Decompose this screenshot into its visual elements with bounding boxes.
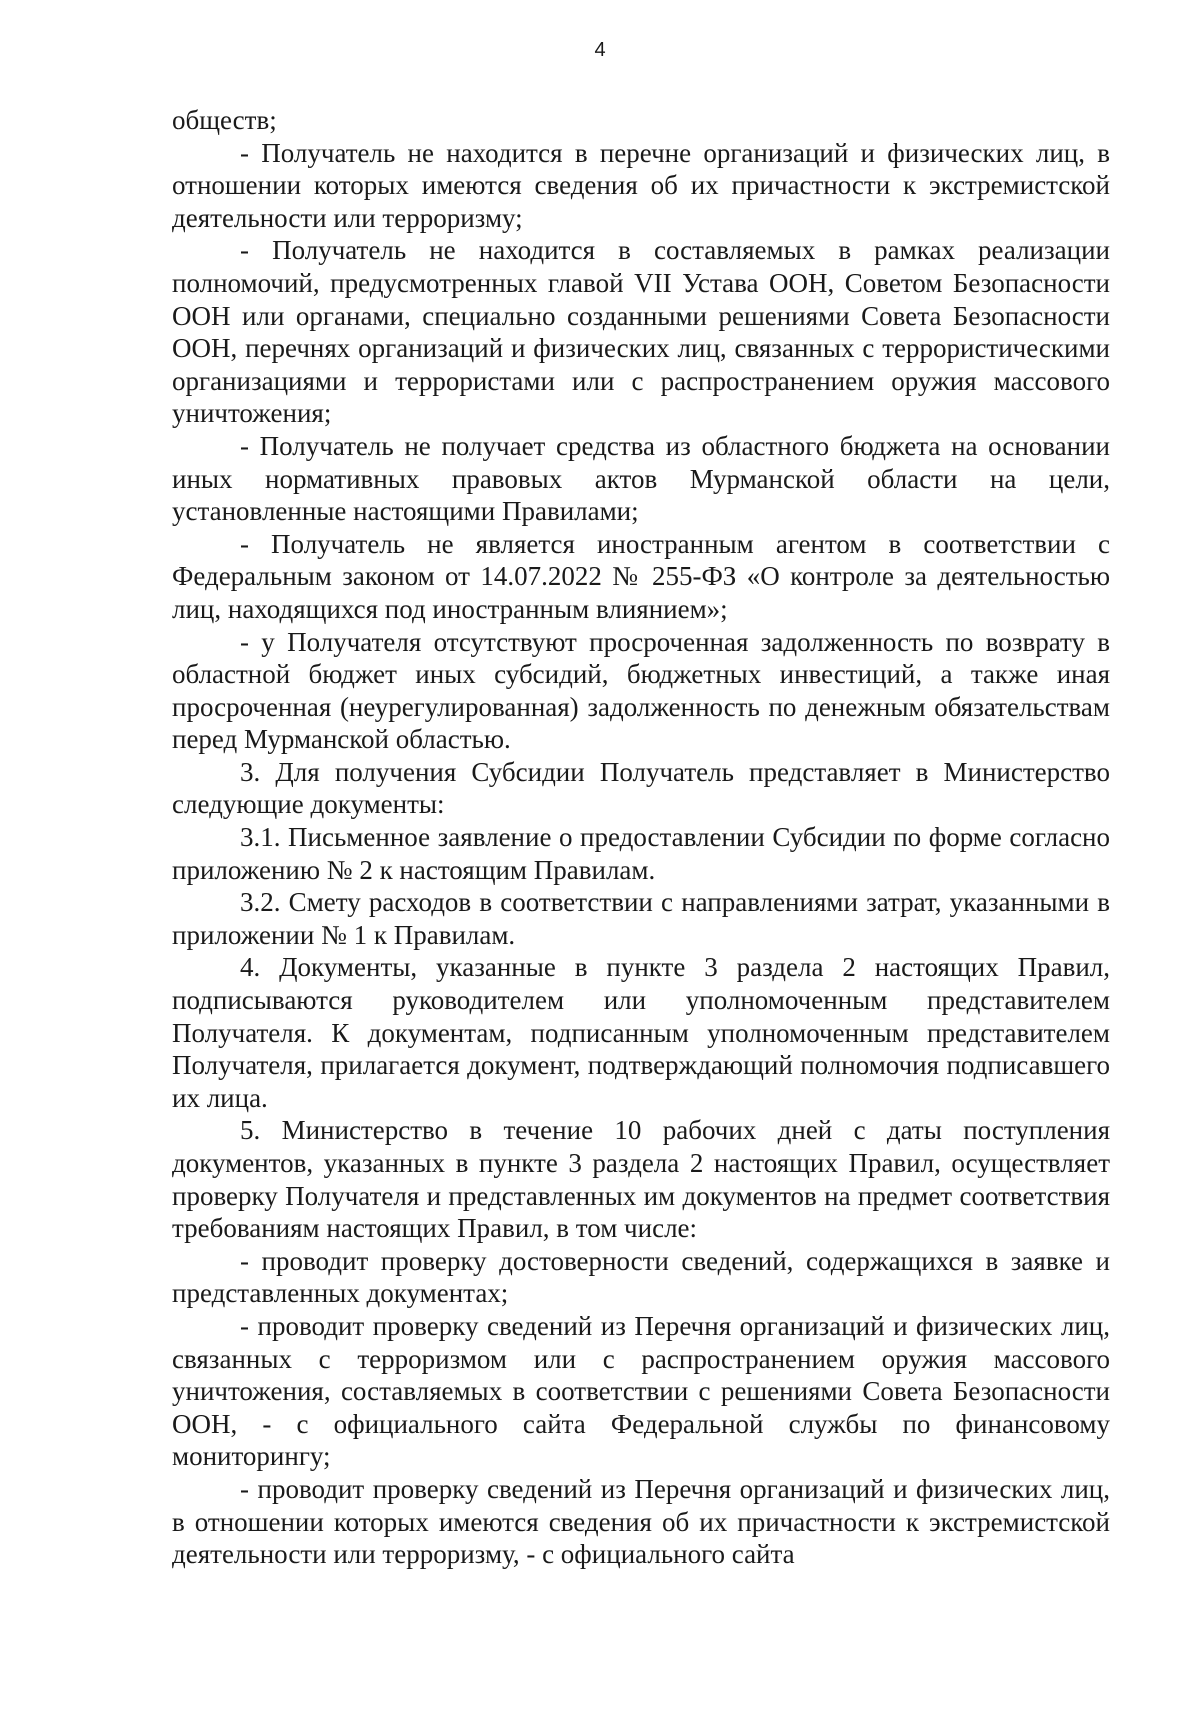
paragraph-extremism-list: - Получатель не находится в перечне организаций и физических лиц, в отношении которых имеются сведения об их причастности к экстремистской деятельности или терроризму; (172, 137, 1110, 233)
paragraph-item-4: 4. Документы, указанные в пункте 3 раздела 2 настоящих Правил, подписываются руководителем или уполномоченным представителем Получателя. К документам, подписанным уполномоченным представителем Получателя, прилагается документ, подтверждающий полномочия подписавшего их лица. (172, 952, 1110, 1113)
paragraph-item-3: 3. Для получения Субсидии Получатель представляет в Министерство следующие документы: (172, 756, 1110, 820)
paragraph-item-3-2: 3.2. Смету расходов в соответствии с направлениями затрат, указанными в приложении № 1 к Правилам. (172, 887, 1110, 950)
paragraph-item-5: 5. Министерство в течение 10 рабочих дней с даты поступления документов, указанных в пункте 3 раздела 2 настоящих Правил, осуществляет проверку Получателя и представленных им документов на предмет соответствия требованиям настоящих Правил, в том числе: (172, 1115, 1110, 1244)
paragraph-un-security-council: - Получатель не находится в составляемых в рамках реализации полномочий, предусмотренных главой VII Устава ООН, Советом Безопасности ООН или органами, специально созданными решениями Совета Безопасности ООН, перечнях организаций и физических лиц, связанных с террористическими организациями и террористами или с распространением оружия массового уничтожения; (172, 235, 1110, 429)
paragraph-regional-budget: - Получатель не получает средства из областного бюджета на основании иных нормативных правовых актов Мурманской области на цели, установленные настоящими Правилами; (172, 430, 1110, 527)
paragraph-foreign-agent: - Получатель не является иностранным агентом в соответствии с Федеральным законом от 14.07.2022 № 255-ФЗ «О контроле за деятельностью лиц, находящихся под иностранным влиянием»; (172, 528, 1110, 624)
paragraph-check-extremism-list: - проводит проверку сведений из Перечня организаций и физических лиц, в отношении которых имеются сведения об их причастности к экстремистской деятельности или терроризму, - с официального сайта (172, 1473, 1110, 1570)
paragraph-continuation: обществ; (172, 105, 277, 135)
page-number: 4 (594, 39, 606, 61)
document-body (172, 104, 1110, 1571)
paragraph-check-reliability: - проводит проверку достоверности сведений, содержащихся в заявке и представленных документах; (172, 1245, 1110, 1309)
paragraph-overdue-debt: - у Получателя отсутствуют просроченная задолженность по возврату в областной бюджет иных субсидий, бюджетных инвестиций, а также иная просроченная (неурегулированная) задолженность по денежным обязательствам перед Мурманской областью. (172, 626, 1110, 755)
paragraph-item-3-1: 3.1. Письменное заявление о предоставлении Субсидии по форме согласно приложению № 2 к настоящим Правилам. (172, 822, 1110, 885)
paragraph-check-terrorism-list: - проводит проверку сведений из Перечня организаций и физических лиц, связанных с терроризмом или с распространением оружия массового уничтожения, составляемых в соответствии с решениями Совета Безопасности ООН, - с официального сайта Федеральной службы по финансовому мониторингу; (172, 1310, 1110, 1472)
